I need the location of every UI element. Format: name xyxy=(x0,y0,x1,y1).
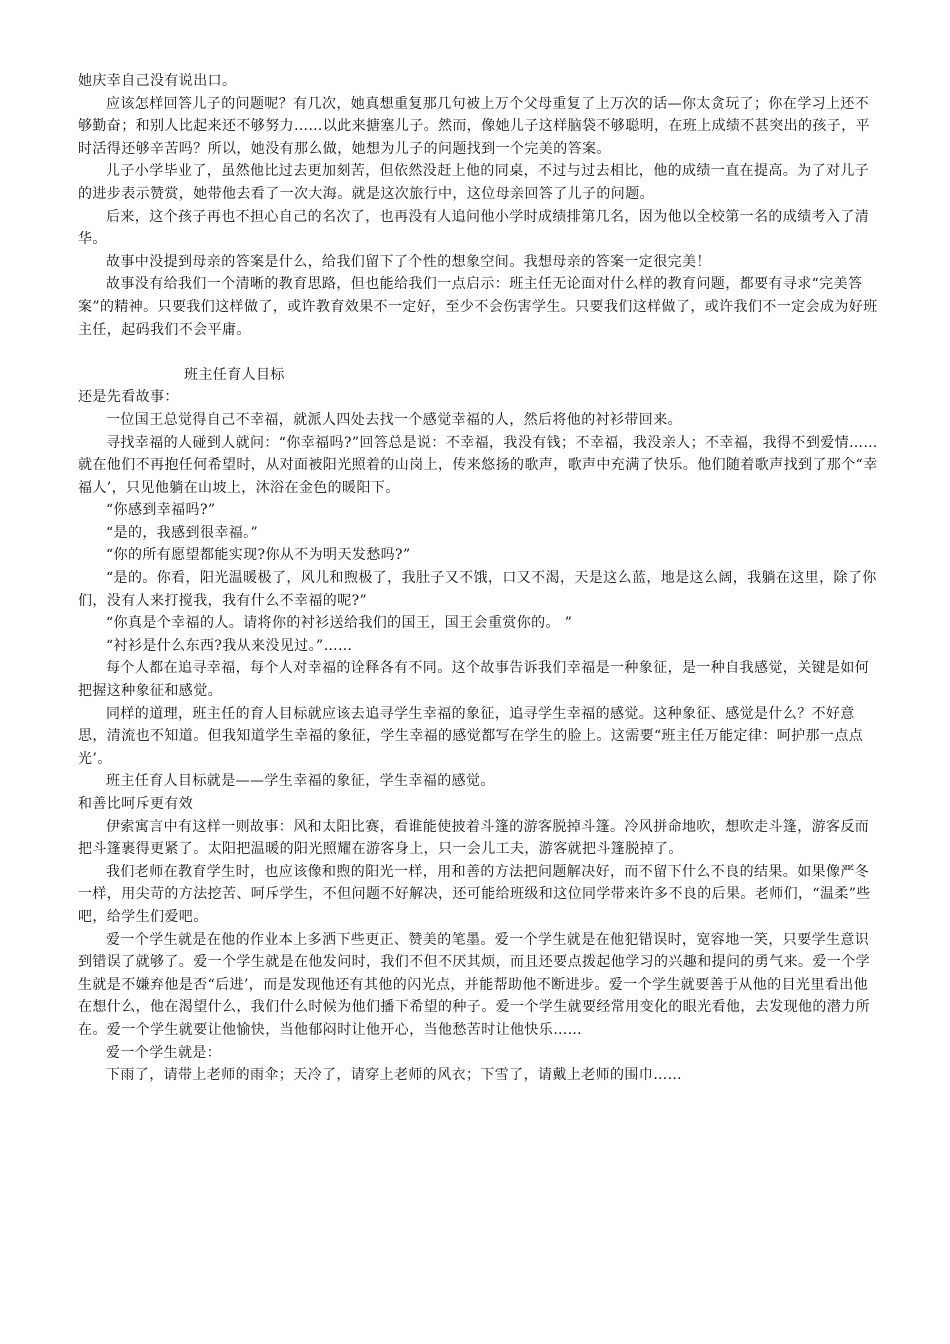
paragraph: 还是先看故事： xyxy=(78,389,179,406)
dialog-line: “衬衫是什么东西?我从来没见过。”…… xyxy=(106,637,353,654)
paragraph: 下雨了，请带上老师的雨伞；天冷了，请穿上老师的风衣；下雪了，请戴上老师的围巾…… xyxy=(106,1067,682,1084)
paragraph: 故事没有给我们一个清晰的教育思路，但也能给我们一点启示：班主任无论面对什么样的教育问题，都要有寻求“完美答案”的精神。只要我们这样做了，或许教育效果不一定好，至少不会伤害学生。只要我们这样做了，或许我们不一定会成为好班主任，起码我们不会平庸。 xyxy=(78,276,878,338)
section-title: 和善比呵斥更有效 xyxy=(78,796,194,812)
blank-line xyxy=(78,341,882,364)
section-title: 班主任育人目标 xyxy=(184,366,285,383)
paragraph: 她庆幸自己没有说出口。 xyxy=(78,73,237,89)
dialog-line: “是的，我感到很幸福。” xyxy=(106,524,259,541)
paragraph: 每个人都在追寻幸福，每个人对幸福的诠释各有不同。这个故事告诉我们幸福是一种象征，是一种自我感觉，关键是如何把握这种象征和感觉。 xyxy=(78,660,870,700)
dialog-line: “是的。你看，阳光温暖极了，风儿和煦极了，我肚子又不饿，口又不渴，天是这么蓝，地是这么阔，我躺在这里，除了你们，没有人来打搅我，我有什么不幸福的呢?” xyxy=(78,570,877,609)
paragraph: 班主任育人目标就是——学生幸福的象征，学生幸福的感觉。 xyxy=(106,773,495,790)
paragraph: 儿子小学毕业了，虽然他比过去更加刻苦，但依然没赶上他的同桌，不过与过去相比，他的成绩一直在提高。为了对儿子的进步表示赞赏，她带他去看了一次大海。就是这次旅行中，这位母亲回答了儿子的问题。 xyxy=(78,163,870,202)
paragraph: 爱一个学生就是在他的作业本上多洒下些更正、赞美的笔墨。爱一个学生就是在他犯错误时，宽容地一笑，只要学生意识到错误了就够了。爱一个学生就是在他发问时，我们不但不厌其烦，而且还要点拨起他学习的兴趣和提问的勇气来。爱一个学生就是不嫌弃他是否“后进’，而是发现他还有其他的闪光点，并能帮助他不断进步。爱一个学生就要善于从他的目光里看出他在想什么，他在渴望什么，我们什么时候为他们播下希望的种子。爱一个学生就要经常用变化的眼光看他，去发现他的潜力所在。爱一个学生就要让他愉快，当他郁闷时让他开心，当他愁苦时让他快乐…… xyxy=(78,931,870,1038)
paragraph: 一位国王总觉得自己不幸福，就派人四处去找一个感觉幸福的人，然后将他的衬衫带回来。 xyxy=(106,411,682,428)
paragraph: 寻找幸福的人碰到人就问：“你幸福吗?”回答总是说：不幸福，我没有钱；不幸福，我没亲人；不幸福，我得不到爱情……就在他们不再抱任何希望时，从对面被阳光照着的山岗上，传来悠扬的歌声，歌声中充满了快乐。他们随着歌声找到了那个“幸福人’，只见他躺在山坡上，沐浴在金色的暖阳下。 xyxy=(78,434,878,496)
paragraph: 伊索寓言中有这样一则故事：风和太阳比赛，看谁能使披着斗篷的游客脱掉斗篷。冷风拼命地吹，想吹走斗篷，游客反而把斗篷裹得更紧了。太阳把温暖的阳光照耀在游客身上，只一会儿工夫，游客就把斗篷脱掉了。 xyxy=(78,818,870,858)
dialog-line: “你真是个幸福的人。请将你的衬衫送给我们的国王，国王会重赏你的。 ” xyxy=(106,615,573,632)
paragraph: 我们老师在教育学生时，也应该像和煦的阳光一样，用和善的方法把问题解决好，而不留下什么不良的结果。如果像严冬一样，用尖苛的方法挖苦、呵斥学生，不但问题不好解决，还可能给班级和这位同学带来许多不良的后果。老师们，“温柔”些吧，给学生们爱吧。 xyxy=(78,863,871,925)
paragraph: 故事中没提到母亲的答案是什么，给我们留下了个性的想象空间。我想母亲的答案一定很完美！ xyxy=(106,253,711,270)
paragraph: 应该怎样回答儿子的问题呢？有几次，她真想重复那几句被上万个父母重复了上万次的话—你太贪玩了；你在学习上还不够勤奋；和别人比起来还不够努力……以此来搪塞儿子。然而，像她儿子这样脑袋不够聪明，在班上成绩不甚突出的孩子，平时活得还够辛苦吗？所以，她没有那么做，她想为儿子的问题找到一个完美的答案。 xyxy=(78,95,870,157)
dialog-line: “你的所有愿望都能实现?你从不为明天发愁吗?” xyxy=(106,547,411,564)
paragraph: 后来，这个孩子再也不担心自己的名次了，也再没有人追问他小学时成绩排第几名，因为他以全校第一名的成绩考入了清华。 xyxy=(78,208,870,248)
paragraph: 同样的道理，班主任的育人目标就应该去追寻学生幸福的象征，追寻学生幸福的感觉。这种象征、感觉是什么？不好意思，清流也不知道。但我知道学生幸福的象征，学生幸福的感觉都写在学生的脸上。这需要“班主任万能定律：呵护那一点点光’。 xyxy=(78,705,864,767)
dialog-line: “你感到幸福吗?” xyxy=(106,502,216,519)
paragraph: 爱一个学生就是： xyxy=(106,1044,222,1061)
